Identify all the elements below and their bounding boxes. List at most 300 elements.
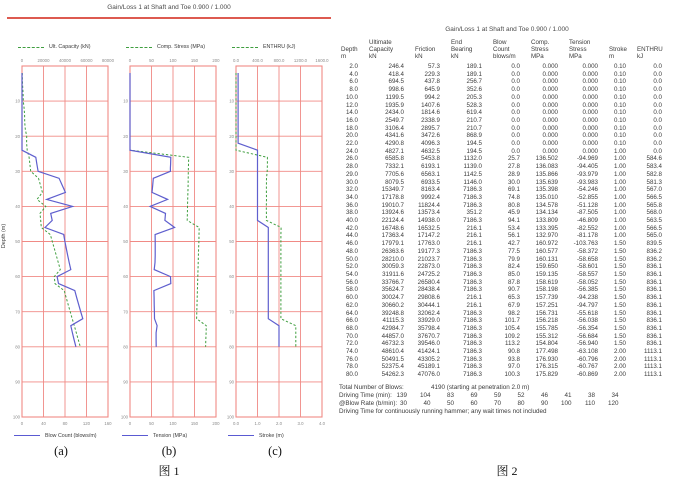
table-cell: 1.50 (613, 278, 626, 286)
table-cell: 101.7 (504, 317, 520, 325)
table-row (339, 148, 671, 156)
column-header: Blow Count blows/m (493, 39, 516, 60)
svg-text:90: 90 (123, 379, 128, 385)
chart-c-top-legend (220, 40, 330, 54)
svg-text:160: 160 (104, 421, 112, 426)
svg-text:0: 0 (20, 421, 24, 426)
table-cell: 109.2 (504, 332, 520, 340)
table-cell: 7332.1 (385, 163, 404, 171)
table-cell: 6585.8 (385, 155, 404, 163)
table-cell: 26363.6 (381, 247, 404, 255)
table-cell: 30.0 (345, 178, 358, 186)
table-cell: 133.809 (535, 217, 558, 225)
table-cell: 619.4 (466, 109, 482, 117)
table-row (339, 140, 671, 148)
table-cell: 1.50 (613, 324, 626, 332)
table-cell: 50.0 (345, 255, 358, 263)
driving-time-value: 52 (517, 392, 525, 399)
svg-text:0.0: 0.0 (233, 58, 239, 63)
table-cell: 581.3 (646, 178, 662, 186)
table-cell: -46.809 (577, 217, 598, 225)
table-cell: 14938.0 (417, 217, 440, 225)
table-row (339, 263, 671, 271)
table-cell: 1.00 (613, 155, 626, 163)
table-row (339, 279, 671, 287)
table-cell: 0.10 (613, 93, 626, 101)
table-cell: 37670.7 (417, 332, 440, 340)
svg-text:4.0: 4.0 (319, 421, 325, 426)
table-cell: 1407.6 (421, 101, 440, 109)
chart-c-caption: (c) (268, 444, 282, 458)
table-cell: 7186.3 (463, 186, 482, 194)
svg-text:800.0: 800.0 (273, 58, 285, 63)
table-cell: 0.0 (511, 124, 520, 132)
table-cell: 159.135 (535, 270, 558, 278)
table-cell: 7186.3 (463, 332, 482, 340)
svg-text:50: 50 (123, 239, 128, 245)
table-cell: 836.2 (646, 255, 662, 263)
table-row (339, 240, 671, 248)
table-cell: 5453.8 (421, 155, 440, 163)
table-cell: 1.50 (613, 263, 626, 271)
table-row (339, 102, 671, 110)
table-cell: 32.0 (345, 186, 358, 194)
table-cell: -56.385 (577, 286, 598, 294)
table-cell: 0.000 (582, 63, 598, 70)
chart-svg (114, 54, 224, 430)
table-row (339, 63, 671, 71)
table-cell: 30660.2 (381, 301, 404, 309)
chart-a-top-legend (6, 40, 116, 54)
driving-time-value: 104 (419, 392, 431, 399)
svg-text:60: 60 (229, 274, 234, 280)
table-cell: 645.9 (424, 86, 440, 94)
chart-a (6, 40, 116, 459)
table-cell: 56.0 (345, 278, 358, 286)
table-row (339, 202, 671, 210)
table-cell: 35624.7 (381, 286, 404, 294)
table-row (339, 302, 671, 310)
table-cell: 6933.5 (421, 178, 440, 186)
table-cell: 194.5 (466, 147, 482, 155)
chart-a-plot (6, 54, 116, 430)
table-cell: 19177.3 (417, 247, 440, 255)
chart-c-bottom-legend (220, 430, 330, 441)
table-cell: 43305.2 (417, 355, 440, 363)
table-cell: 563.5 (646, 217, 662, 225)
blow-rate-value: 40 (423, 400, 431, 407)
table-cell: 0.0 (653, 63, 662, 70)
table-cell: 0.10 (613, 101, 626, 109)
table-cell: -58.658 (577, 255, 598, 263)
table-cell: 33766.7 (381, 278, 404, 286)
table-title: Gain/Loss 1 at Shaft and Toe 0.900 / 1.000 (445, 26, 569, 33)
table-cell: 205.3 (466, 93, 482, 101)
total-blows-value: 4190 (starting at penetration 2.0 m) (431, 384, 530, 391)
table-row (339, 248, 671, 256)
svg-text:50: 50 (149, 421, 154, 426)
table-cell: 24725.2 (417, 270, 440, 278)
table-cell: 0.0 (511, 147, 520, 155)
table-cell: -94.238 (577, 294, 598, 302)
table-cell: 566.5 (646, 224, 662, 232)
table-cell: 0.0 (511, 70, 520, 78)
table-cell: 0.000 (542, 78, 558, 86)
table-cell: 7186.3 (463, 286, 482, 294)
table-row (339, 225, 671, 233)
svg-text:50: 50 (15, 239, 20, 245)
table-cell: 0.000 (582, 109, 598, 117)
table-cell: 0.000 (582, 116, 598, 124)
table-cell: 113.2 (504, 340, 520, 348)
svg-text:60: 60 (15, 274, 20, 280)
table-cell: 136.502 (535, 155, 558, 163)
svg-text:1600.0: 1600.0 (315, 58, 329, 63)
table-cell: 0.000 (542, 93, 558, 101)
table-cell: 74.8 (507, 193, 520, 201)
svg-text:3.0: 3.0 (297, 421, 304, 426)
table-cell: 39546.0 (417, 340, 440, 348)
table-cell: -60.767 (577, 363, 598, 371)
table-cell: 836.2 (646, 247, 662, 255)
table-cell: 0.10 (613, 86, 626, 94)
table-cell: 176.930 (535, 355, 558, 363)
table-cell: -93.979 (577, 170, 598, 178)
table-cell: 67.9 (507, 301, 520, 309)
table-cell: 35798.4 (417, 324, 440, 332)
table-cell: 7186.3 (463, 348, 482, 356)
table-cell: 7186.3 (463, 371, 482, 379)
table-row (339, 217, 671, 225)
table-cell: 1.50 (613, 340, 626, 348)
table-cell: 22124.4 (381, 217, 404, 225)
table-cell: 50491.5 (381, 355, 404, 363)
table-cell: 56.1 (507, 232, 520, 240)
blow-rate-value: 110 (584, 400, 595, 407)
table-cell: 36.0 (345, 201, 358, 209)
table-cell: 52375.4 (381, 363, 404, 371)
table-cell: 64.0 (345, 309, 358, 317)
table-cell: 135.866 (535, 170, 558, 178)
column-header: ENTHRU kJ (637, 46, 663, 60)
table-row (339, 78, 671, 86)
table-cell: 0.000 (542, 109, 558, 117)
table-cell: 90.7 (507, 286, 520, 294)
table-cell: 34.0 (345, 193, 358, 201)
table-cell: 76.0 (345, 355, 358, 363)
table-cell: 30024.7 (381, 294, 404, 302)
table-cell: 1113.1 (643, 371, 662, 379)
table-cell: 21023.7 (417, 255, 440, 263)
table-cell: 41115.3 (382, 317, 404, 325)
column-header: End Bearing kN (451, 39, 473, 60)
chart-b-plot (114, 54, 224, 430)
table-cell: 158.619 (535, 278, 558, 286)
table-cell: 42984.7 (381, 324, 404, 332)
table-cell: 54262.3 (381, 371, 404, 379)
table-cell: 0.000 (542, 132, 558, 140)
table-cell: 9992.4 (421, 193, 440, 201)
table-cell: 1142.5 (463, 170, 482, 178)
chart-b-bottom-legend-label: Tension (MPa) (153, 432, 188, 439)
table-cell: 1814.6 (421, 109, 440, 117)
table-cell: 836.1 (646, 301, 662, 309)
svg-text:80: 80 (229, 344, 234, 350)
table-cell: 136.083 (535, 163, 558, 171)
table-cell: 24.0 (345, 147, 358, 155)
chart-svg (220, 54, 330, 430)
svg-text:80: 80 (62, 421, 68, 426)
svg-text:40000: 40000 (59, 58, 71, 63)
svg-text:70: 70 (15, 309, 20, 315)
svg-text:150: 150 (190, 58, 199, 63)
table-cell: 1.00 (613, 193, 626, 201)
table-cell: 0.10 (613, 78, 626, 86)
table-cell: 565.8 (646, 201, 662, 209)
table-cell: 74.0 (345, 348, 358, 356)
table-cell: 0.10 (613, 140, 626, 148)
table-cell: 229.3 (424, 70, 440, 78)
table-cell: 1.00 (613, 224, 626, 232)
table-cell: 216.1 (466, 301, 482, 309)
table-cell: 3472.6 (421, 132, 440, 140)
table-cell: 16532.5 (417, 224, 440, 232)
table-cell: 528.3 (466, 101, 482, 109)
table-cell: 160.131 (535, 255, 558, 263)
table-cell: 18.0 (345, 124, 358, 132)
chart-c (220, 40, 330, 459)
table-cell: 80.0 (345, 371, 358, 379)
table-cell: 836.1 (646, 317, 662, 325)
table-cell: 216.1 (466, 240, 482, 248)
table-cell: 839.5 (646, 240, 662, 248)
table-cell: 87.8 (507, 278, 520, 286)
table-cell: 7186.3 (463, 309, 482, 317)
table-row (339, 325, 671, 333)
table-cell: 157.739 (535, 294, 558, 302)
table-cell: 351.2 (466, 209, 482, 217)
table-cell: 26580.4 (417, 278, 440, 286)
table-cell: -60.869 (577, 371, 598, 379)
table-cell: 1.50 (613, 247, 626, 255)
table-cell: -82.552 (577, 224, 598, 232)
table-cell: 14.0 (345, 109, 358, 117)
table-cell: 4632.5 (421, 147, 440, 155)
table-cell: 0.000 (542, 63, 558, 70)
table-row (339, 209, 671, 217)
table-cell: 58.0 (345, 286, 358, 294)
table-cell: 1935.9 (385, 101, 404, 109)
table-cell: 7186.3 (463, 363, 482, 371)
table-cell: 7705.6 (385, 170, 404, 178)
table-cell: -94.405 (577, 163, 598, 171)
table-cell: 0.000 (582, 93, 598, 101)
table-cell: 44.0 (345, 232, 358, 240)
table-cell: 0.000 (542, 124, 558, 132)
table-cell: 11824.4 (418, 201, 440, 209)
svg-text:10: 10 (229, 98, 234, 104)
table-row (339, 186, 671, 194)
table-cell: -58.052 (577, 278, 598, 286)
green-dashed-line-icon (18, 47, 44, 48)
figure-2-label: 图 2 (496, 464, 518, 478)
driving-time-value: 41 (564, 392, 572, 399)
table-cell: 42.0 (345, 224, 358, 232)
table-cell: 10.0 (345, 93, 358, 101)
table-cell: 566.5 (646, 193, 662, 201)
table-cell: 0.0 (653, 124, 662, 132)
svg-text:150: 150 (190, 421, 199, 426)
table-cell: 25.7 (507, 155, 520, 163)
table-cell: 1.00 (613, 170, 626, 178)
driving-time-value: 38 (587, 392, 595, 399)
table-cell: 0.000 (542, 116, 558, 124)
table-cell: 154.804 (535, 340, 558, 348)
svg-text:100: 100 (120, 414, 128, 420)
table-row (339, 363, 671, 371)
table-header (339, 39, 671, 63)
table-cell: 1139.0 (463, 163, 482, 171)
table-cell: 6563.1 (421, 170, 440, 178)
table-cell: 156.218 (535, 317, 558, 325)
chart-c-plot (220, 54, 330, 430)
table-cell: 68.0 (345, 324, 358, 332)
table-cell: 836.1 (646, 286, 662, 294)
chart-b-top-legend-label: Comp. Stress (MPa) (157, 44, 205, 50)
driveability-table (339, 39, 671, 379)
column-header: Tension Stress MPa (569, 39, 591, 60)
svg-text:20: 20 (123, 133, 128, 139)
table-cell: 160.577 (535, 247, 558, 255)
table-cell: 0.0 (653, 109, 662, 117)
table-cell: 31911.6 (382, 270, 404, 278)
table-cell: 134.134 (535, 209, 558, 217)
table-cell: 7186.3 (463, 355, 482, 363)
svg-text:0: 0 (128, 421, 132, 426)
table-cell: 30.0 (507, 178, 520, 186)
table-cell: 2549.7 (385, 116, 404, 124)
svg-text:80: 80 (123, 344, 128, 350)
table-cell: 694.5 (388, 78, 404, 86)
table-cell: -93.983 (577, 178, 598, 186)
table-cell: 38.0 (345, 209, 358, 217)
table-cell: 1.00 (613, 163, 626, 171)
svg-text:40: 40 (41, 421, 46, 426)
table-cell: 1.50 (613, 309, 626, 317)
table-cell: 7186.3 (463, 340, 482, 348)
table-cell: 216.1 (466, 224, 482, 232)
table-cell: 0.000 (582, 124, 598, 132)
table-cell: -56.940 (577, 340, 598, 348)
table-cell: 77.5 (507, 247, 520, 255)
table-cell: 133.395 (535, 224, 558, 232)
table-cell: 0.0 (653, 70, 662, 78)
table-cell: 17363.4 (381, 232, 404, 240)
table-cell: 29.0 (345, 170, 358, 178)
table-cell: 0.000 (582, 86, 598, 94)
table-cell: -60.796 (577, 355, 598, 363)
table-row (339, 125, 671, 133)
table-cell: 1.50 (613, 301, 626, 309)
table-cell: 4341.6 (385, 132, 404, 140)
table-cell: 22873.0 (417, 263, 440, 271)
table-cell: 568.0 (646, 209, 662, 217)
svg-text:60: 60 (123, 274, 128, 280)
table-cell: 1113.1 (643, 355, 662, 363)
chart-a-bottom-legend (6, 430, 116, 441)
table-cell: 1.00 (613, 217, 626, 225)
table-cell: 246.4 (388, 63, 404, 70)
chart-c-top-legend-label: ENTHRU (kJ) (263, 44, 296, 50)
table-cell: 28438.4 (417, 286, 440, 294)
table-cell: 0.0 (653, 132, 662, 140)
table-cell: 7186.3 (463, 255, 482, 263)
table-cell: 584.6 (646, 155, 662, 163)
table-cell: 0.10 (613, 132, 626, 140)
table-cell: 437.8 (424, 78, 440, 86)
table-cell: 45189.1 (417, 363, 440, 371)
table-cell: 1113.1 (643, 363, 662, 371)
table-cell: 175.829 (535, 371, 558, 379)
table-cell: 0.0 (653, 86, 662, 94)
table-cell: 0.0 (653, 147, 662, 155)
svg-text:40: 40 (123, 204, 128, 209)
table-cell: 134.578 (535, 201, 558, 209)
table-cell: 583.4 (646, 163, 662, 171)
table-row (339, 194, 671, 202)
svg-text:10: 10 (15, 98, 20, 104)
table-row (339, 163, 671, 171)
table-cell: 82.4 (507, 263, 520, 271)
blow-rate-value: 100 (560, 400, 572, 407)
chart-b-bottom-legend (114, 430, 224, 441)
table-cell: 0.10 (613, 109, 626, 117)
table-row (339, 286, 671, 294)
blow-rate-value: 50 (446, 400, 454, 407)
table-cell: 70.0 (345, 332, 358, 340)
table-cell: 868.9 (466, 132, 482, 140)
table-cell: 45.9 (507, 209, 520, 217)
table-cell: 1.50 (613, 270, 626, 278)
table-cell: 836.1 (646, 309, 662, 317)
table-row (339, 356, 671, 364)
driving-time-value: 34 (611, 392, 619, 399)
table-cell: 0.000 (582, 147, 598, 155)
blow-rate-value: 90 (540, 400, 548, 407)
table-cell: 28.0 (345, 163, 358, 171)
table-row (339, 371, 671, 379)
table-cell: 352.6 (466, 86, 482, 94)
table-row (339, 333, 671, 341)
table-cell: 0.10 (613, 70, 626, 78)
table-cell: 0.0 (511, 93, 520, 101)
table-cell: 19010.7 (381, 201, 404, 209)
table-cell: 17763.0 (417, 240, 440, 248)
svg-text:0: 0 (128, 58, 132, 63)
table-cell: 28.9 (507, 170, 520, 178)
svg-text:20: 20 (15, 133, 20, 139)
table-cell: 7186.3 (463, 193, 482, 201)
blow-rate-value: 70 (493, 400, 501, 407)
table-cell: 62.0 (345, 301, 358, 309)
svg-text:100: 100 (226, 414, 234, 420)
column-header: Ultimate Capacity kN (369, 39, 394, 60)
table-cell: 93.8 (507, 355, 520, 363)
svg-text:90: 90 (15, 379, 20, 385)
svg-text:1.0: 1.0 (254, 421, 261, 426)
svg-text:20000: 20000 (37, 58, 50, 63)
table-cell: 1113.1 (643, 348, 662, 356)
